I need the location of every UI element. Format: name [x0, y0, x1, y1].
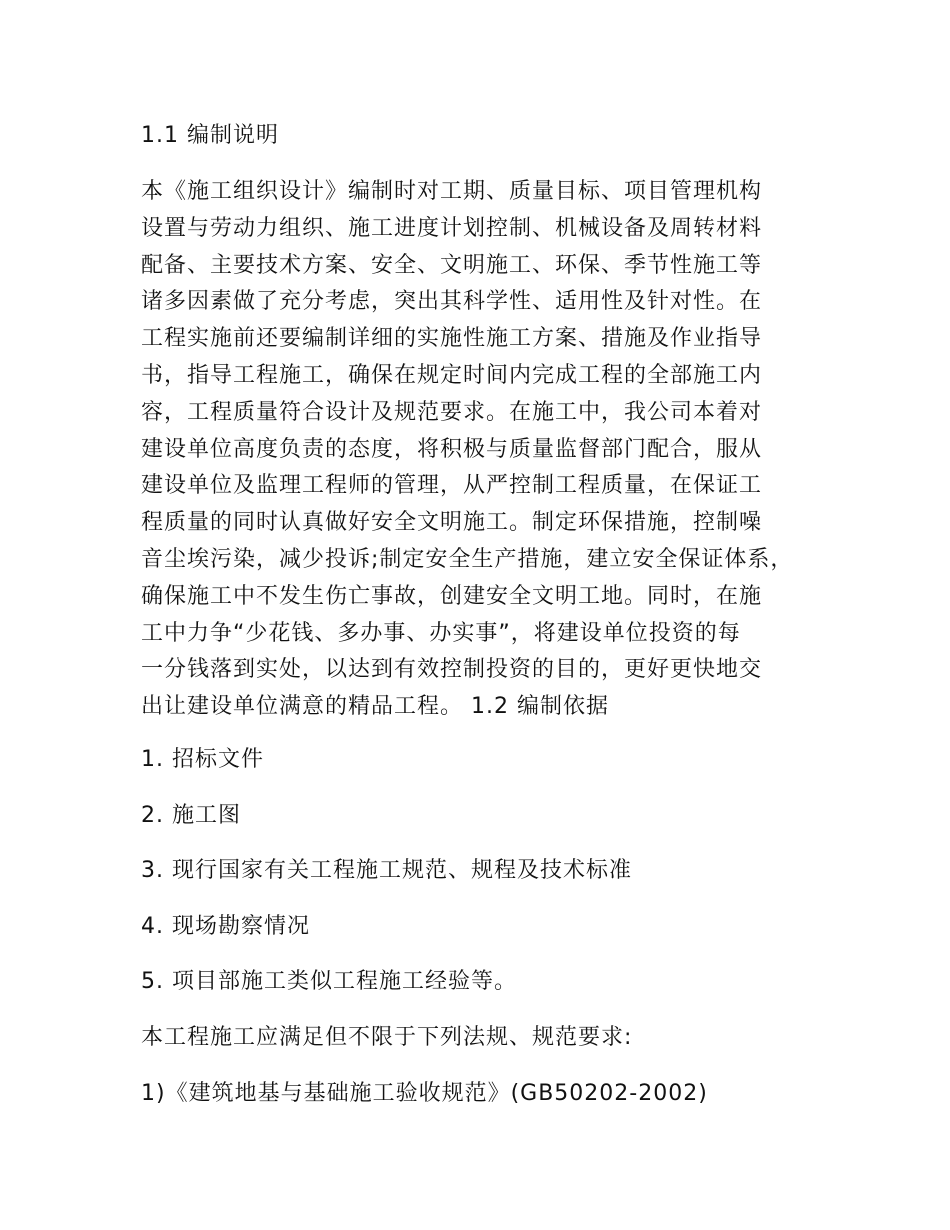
list-item: 3. 现行国家有关工程施工规范、规程及技术标准: [141, 858, 632, 884]
paragraph-line: 建设单位及监理工程师的管理，从严控制工程质量，在保证工: [141, 473, 763, 499]
paragraph-line: 建设单位高度负责的态度，将积极与质量监督部门配合，服从: [141, 436, 763, 462]
paragraph-line: 工中力争“少花钱、多办事、办实事”，将建设单位投资的每: [141, 620, 741, 646]
paragraph-line: 工程实施前还要编制详细的实施性施工方案、措施及作业指导: [141, 326, 763, 352]
body-paragraph: [141, 174, 841, 726]
paragraph-line: 书，指导工程施工，确保在规定时间内完成工程的全部施工内: [141, 362, 763, 388]
paragraph-line: 容，工程质量符合设计及规范要求。在施工中，我公司本着对: [141, 399, 763, 425]
paragraph-line: 诸多因素做了充分考虑，突出其科学性、适用性及针对性。在: [141, 289, 763, 315]
list-item: 1)《建筑地基与基础施工验收规范》(GB50202-2002): [141, 1080, 708, 1106]
list-item: 2. 施工图: [141, 802, 241, 828]
paragraph-line: 程质量的同时认真做好安全文明施工。制定环保措施，控制噪: [141, 510, 763, 536]
list-item: 4. 现场勘察情况: [141, 913, 310, 939]
section-heading: 1.1 编制说明: [141, 123, 279, 148]
list-item: 本工程施工应满足但不限于下列法规、规范要求:: [141, 1024, 633, 1050]
paragraph-line: 确保施工中不发生伤亡事故，创建安全文明工地。同时，在施: [141, 583, 763, 609]
paragraph-line: 出让建设单位满意的精品工程。 1.2 编制依据: [141, 694, 609, 720]
paragraph-line: 设置与劳动力组织、施工进度计划控制、机械设备及周转材料: [141, 215, 763, 241]
list-item: 5. 项目部施工类似工程施工经验等。: [141, 969, 517, 995]
paragraph-line: 一分钱落到实处，以达到有效控制投资的目的，更好更快地交: [141, 657, 763, 683]
basis-list: [141, 742, 708, 1131]
paragraph-line: 音尘埃污染，减少投诉;制定安全生产措施，建立安全保证体系，: [141, 546, 794, 572]
list-item: 1. 招标文件: [141, 747, 264, 772]
paragraph-line: 配备、主要技术方案、安全、文明施工、环保、季节性施工等: [141, 252, 763, 278]
paragraph-line: 本《施工组织设计》编制时对工期、质量目标、项目管理机构: [141, 179, 763, 204]
